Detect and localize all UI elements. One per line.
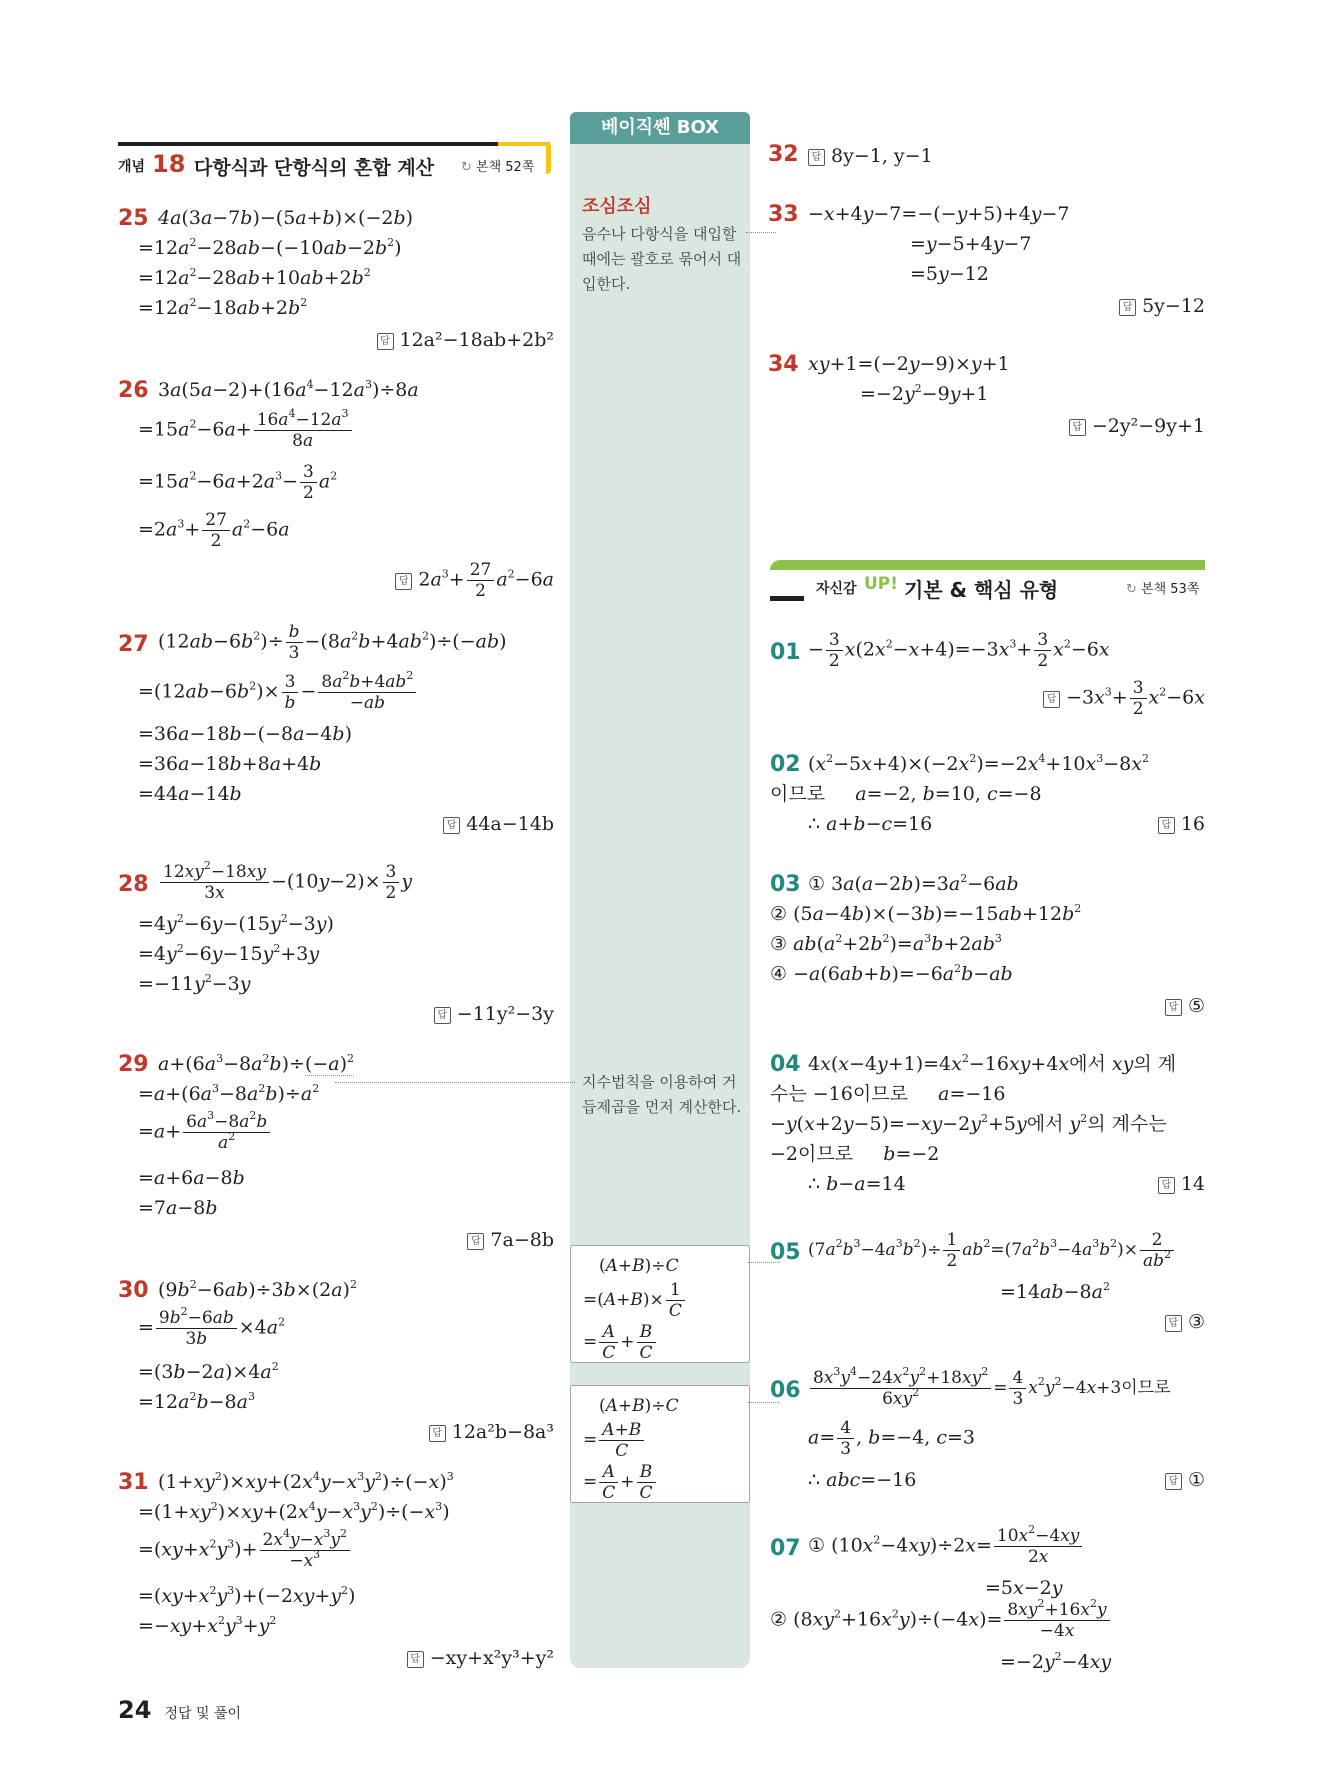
solution-line: $=4y^2-6y-(15y^2-3y)$ xyxy=(138,912,334,935)
problem-number: 27 xyxy=(118,632,149,657)
solution-line: $(1+xy^2)\times xy+(2x^4y-x^3y^2)\div(-x)^3$ xyxy=(158,1470,454,1493)
solution-line: $=a+(6a^3-8a^2b)\div a^2$ xyxy=(138,1082,320,1105)
solution-line: ② $(5a-4b)\times(-3b)=-15ab+12b^2$ xyxy=(770,902,1082,925)
right-header xyxy=(770,560,1205,606)
solution-line: $(x^2-5x+4)\times(-2x^2)=-2x^4+10x^3-8x^2$ xyxy=(808,752,1149,775)
solution-line: 수는 −16이므로 a=−16 xyxy=(770,1083,1006,1105)
answer xyxy=(1069,414,1205,438)
solution-line: $=12a^2-28ab-(-10ab-2b^2)$ xyxy=(138,236,402,259)
header-prefix: 자신감 xyxy=(816,581,857,597)
concept-badge: 개념 xyxy=(118,159,146,175)
answer-text: −11y²−3y xyxy=(456,1003,554,1025)
answer-text: 44a−14b xyxy=(466,813,554,835)
problem-number: 33 xyxy=(768,202,799,227)
answer-text: ⑤ xyxy=(1187,995,1205,1017)
solution-line: $4x(x-4y+1)=4x^2-16xy+4x$에서 xy의 계 xyxy=(808,1052,1177,1075)
left-header xyxy=(118,142,553,180)
box-title xyxy=(570,112,750,144)
solution-line: $=(xy+x^2y^3)+$ $\frac{2x^4y-x^3y^2}{-x^3}$ xyxy=(138,1530,352,1571)
solution-line: $=15a^2-6a+2a^3-$ $\frac{3}{2}$ $a^2$ xyxy=(138,462,338,503)
problem-number: 05 xyxy=(770,1240,801,1265)
answer: 답 $2a^3+$ $\frac{27}{2}$ $a^2-6a$ xyxy=(395,560,554,601)
header-up: UP! xyxy=(864,574,899,594)
solution-line: =a+ $\frac{6a^3-8a^2b}{a^2}$ xyxy=(138,1112,272,1153)
solution-line: $=-2y^2-9y+1$ xyxy=(860,382,989,405)
answer xyxy=(407,1646,554,1670)
solution-line: $=-11y^2-3y$ xyxy=(138,972,251,995)
solution-line: $=12a^2-18ab+2b^2$ xyxy=(138,296,308,319)
answer: 답 $-3x^3+$ $\frac{3}{2}$ $x^2-6x$ xyxy=(1043,678,1205,719)
answer-icon: 답 xyxy=(377,333,394,350)
problem-number: 07 xyxy=(770,1536,801,1561)
problem-number: 06 xyxy=(770,1378,801,1403)
problem-number: 01 xyxy=(770,640,801,665)
problem-number: 28 xyxy=(118,872,149,897)
solution-line: =5y−12 xyxy=(910,263,989,285)
problem-number: 34 xyxy=(768,352,799,377)
answer xyxy=(429,1420,554,1444)
answer xyxy=(434,1002,554,1026)
solution-line: $=(3b-2a)\times 4a^2$ xyxy=(138,1360,279,1383)
solution-line: $=4y^2-6y-15y^2+3y$ xyxy=(138,942,320,965)
solution-line: =36a−18b−(−8a−4b) xyxy=(138,723,352,745)
answer-icon: 답 xyxy=(808,149,825,166)
answer-text: −2y²−9y+1 xyxy=(1091,415,1205,437)
solution-line: ∴ b−a=14 xyxy=(808,1173,906,1195)
solution-line: ∴ a+b−c=16 xyxy=(808,813,933,835)
problem-number: 02 xyxy=(770,752,801,777)
solution-line: 이므로 a=−2, b=10, c=−8 xyxy=(770,783,1042,805)
exponent-note: 지수법칙을 이용하여 거듭제곱을 먼저 계산한다. xyxy=(582,1073,742,1116)
answer-text: −xy+x²y³+y² xyxy=(429,1647,554,1669)
solution-line: a= $\frac{4}{3}$ , b=−4, c=3 xyxy=(808,1418,976,1459)
formula-box-2: (A+B)÷C = $\frac{A+B}{C}$ = $\frac{A}{C}$ + $\frac{B}{C}$ xyxy=(570,1385,750,1503)
section-title: 다항식과 단항식의 혼합 계산 xyxy=(194,157,435,179)
answer-icon: 답 xyxy=(407,1651,424,1668)
solution-line: ④ $-a(6ab+b)=-6a^2b-ab$ xyxy=(770,962,1013,985)
connector xyxy=(335,1082,575,1083)
solution-line: 4a(3a−7b)−(5a+b)×(−2b) xyxy=(158,207,414,229)
solution-line: $(9b^2-6ab)\div 3b\times(2a)^2$ xyxy=(158,1278,357,1301)
solution-line: $\frac{8x^3y^4-24x^2y^2+18xy^2}{6xy^2}$ = $\frac{4}{3}$ $x^2y^2-4x+3$이므로 xyxy=(808,1368,1171,1409)
answer-text: ③ xyxy=(1187,1311,1205,1333)
solution-line: ∴ abc=−16 xyxy=(808,1469,917,1491)
solution-line: −2이므로 b=−2 xyxy=(770,1143,940,1165)
answer-icon: 답 xyxy=(1165,1473,1182,1490)
solution-line: $a+(6a^3-8a^2b)\div(-a)^2$ xyxy=(158,1052,355,1075)
answer xyxy=(467,1228,554,1252)
answer-icon: 답 xyxy=(443,817,460,834)
solution-line: =36a−18b+8a+4b xyxy=(138,753,322,775)
answer-icon: 답 xyxy=(1119,299,1136,316)
answer-text: 12a²b−8a³ xyxy=(451,1421,554,1443)
solution-line: =a+6a−8b xyxy=(138,1167,245,1189)
answer-icon: 답 xyxy=(467,1233,484,1250)
problem-number: 30 xyxy=(118,1278,149,1303)
solution-line: $\frac{12xy^2-18xy}{3x}$ −(10y−2)× $\frac{3}{2}$ y xyxy=(158,862,412,903)
answer xyxy=(1165,1310,1205,1334)
problem-number: 03 xyxy=(770,872,801,897)
answer-icon: 답 xyxy=(1043,691,1060,708)
answer-icon: 답 xyxy=(395,573,412,590)
solution-line: −x+4y−7=−(−y+5)+4y−7 xyxy=(808,203,1070,225)
header-title: 기본 & 핵심 유형 xyxy=(904,578,1059,602)
footer-label: 정답 및 풀이 xyxy=(164,1706,242,1722)
problem-number: 25 xyxy=(118,206,149,231)
answer-icon: 답 xyxy=(1158,817,1175,834)
solution-line: =7a−8b xyxy=(138,1197,218,1219)
answer-text: 12a²−18ab+2b² xyxy=(399,329,554,351)
solution-line: $=12a^2-28ab+10ab+2b^2$ xyxy=(138,266,371,289)
solution-line: $=12a^2b-8a^3$ xyxy=(138,1390,255,1413)
answer-icon: 답 xyxy=(1069,419,1086,436)
answer xyxy=(377,328,555,352)
solution-line: $=(12ab-6b^2)\times$ $\frac{3}{b}$ − $\frac{8a^2b+4ab^2}{-ab}$ xyxy=(138,672,418,713)
header-ref-text: 본책 53쪽 xyxy=(1141,582,1200,597)
solution-line: =5x−2y xyxy=(985,1577,1063,1599)
section-ref-text: 본책 52쪽 xyxy=(476,160,535,175)
solution-line: =y−5+4y−7 xyxy=(910,233,1032,255)
answer xyxy=(443,812,554,836)
solution-line: − $\frac{3}{2}$ $x(2x^2-x+4)=-3x^3+$ $\frac{3}{2}$ $x^2-6x$ xyxy=(808,630,1110,671)
answer-text: 14 xyxy=(1180,1173,1205,1195)
solution-line: $=-xy+x^2y^3+y^2$ xyxy=(138,1614,277,1637)
concept-number: 18 xyxy=(152,150,186,178)
solution-line: = $\frac{9b^2-6ab}{3b}$ $\times 4a^2$ xyxy=(138,1305,286,1349)
solution-line: $=14ab-8a^2$ xyxy=(1000,1280,1110,1303)
solution-line: ③ $ab(a^2+2b^2)=a^3b+2ab^3$ xyxy=(770,932,1002,955)
tip-text: 음수나 다항식을 대입할 때에는 괄호로 묶어서 대입한다. xyxy=(582,225,742,293)
solution-line: $=-2y^2-4xy$ xyxy=(1000,1650,1112,1673)
solution-line: ② $(8xy^2+16x^2y)\div(-4x)=$ $\frac{8xy^2+16x^2y}{-4x}$ xyxy=(770,1600,1112,1641)
solution-line: $=(1+xy^2)\times xy+(2x^4y-x^3y^2)\div(-x^3)$ xyxy=(138,1500,450,1523)
answer-icon: 답 xyxy=(1158,1177,1175,1194)
refresh-icon: ↻ xyxy=(461,160,477,175)
answer-text: 16 xyxy=(1180,813,1205,835)
solution-line: $=2a^3+$ $\frac{27}{2}$ $a^2-6a$ xyxy=(138,510,290,551)
solution-line: ① $(10x^2-4xy)\div 2x=$ $\frac{10x^2-4xy}{2x}$ xyxy=(808,1526,1084,1567)
solution-line: $(12ab-6b^2)\div$ $\frac{b}{3}$ $-(8a^2b+4ab^2)\div(-ab)$ xyxy=(158,622,507,663)
answer xyxy=(1165,994,1205,1018)
answer xyxy=(1158,1172,1205,1196)
box-title-text: 베이직쎈 BOX xyxy=(600,117,720,138)
page-number: 24 xyxy=(118,1696,152,1724)
answer-text: ① xyxy=(1187,1469,1205,1491)
answer-text: 8y−1, y−1 xyxy=(831,145,933,167)
answer-text: 7a−8b xyxy=(490,1229,554,1251)
footer xyxy=(118,1696,241,1724)
section-ref xyxy=(461,156,534,175)
problem-number: 29 xyxy=(118,1052,149,1077)
problem-number: 04 xyxy=(770,1052,801,1077)
answer-text: 5y−12 xyxy=(1142,295,1205,317)
solution-line: $3a(5a-2)+(16a^4-12a^3)\div 8a$ xyxy=(158,378,419,401)
solution-line: $(7a^2b^3-4a^3b^2)\div$ $\frac{1}{2}$ $ab^2=(7a^2b^3-4a^3b^2)\times$ $\frac{2}{ab^2}$ xyxy=(808,1230,1176,1271)
header-ref xyxy=(1126,578,1199,597)
problem-number: 31 xyxy=(118,1470,149,1495)
answer xyxy=(808,144,933,168)
answer-icon: 답 xyxy=(1165,1315,1182,1332)
tip-note xyxy=(582,192,742,297)
problem-number: 26 xyxy=(118,378,149,403)
refresh-icon: ↻ xyxy=(1126,582,1142,597)
connector xyxy=(746,232,776,233)
answer xyxy=(1119,294,1205,318)
solution-line: ① $3a(a-2b)=3a^2-6ab$ xyxy=(808,872,1019,895)
answer xyxy=(1158,812,1205,836)
answer xyxy=(1165,1468,1205,1492)
problem-number: 32 xyxy=(768,142,799,167)
solution-line: $=15a^2-6a+$ $\frac{16a^4-12a^3}{8a}$ xyxy=(138,410,354,451)
solution-line: =44a−14b xyxy=(138,783,242,805)
tip-title: 조심조심 xyxy=(582,196,652,217)
solution-line: xy+1=(−2y−9)×y+1 xyxy=(808,353,1010,375)
answer-icon: 답 xyxy=(434,1007,451,1024)
solution-line: $-y(x+2y-5)=-xy-2y^2+5y$에서 $y^2$의 계수는 xyxy=(770,1112,1167,1135)
formula-box-1: (A+B)÷C =(A+B)× $\frac{1}{C}$ = $\frac{A}{C}$ + $\frac{B}{C}$ xyxy=(570,1245,750,1363)
answer-icon: 답 xyxy=(429,1425,446,1442)
solution-line: $=(xy+x^2y^3)+(-2xy+y^2)$ xyxy=(138,1584,356,1607)
answer-icon: 답 xyxy=(1165,999,1182,1016)
